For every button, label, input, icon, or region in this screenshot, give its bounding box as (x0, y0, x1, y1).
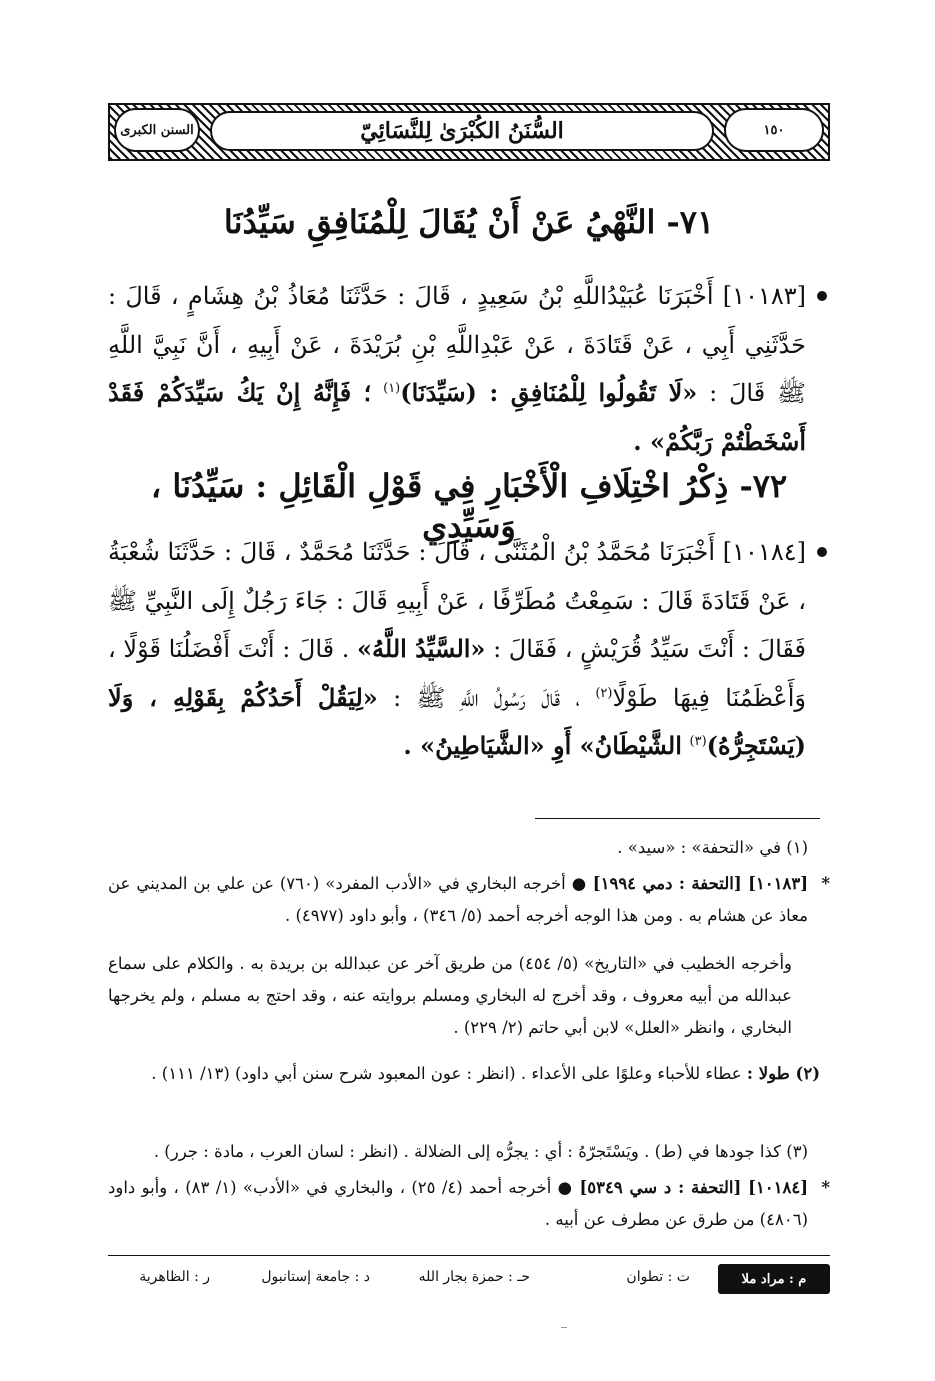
chapter-heading-72: ٧٢- ذِكْرُ اخْتِلَافِ الْأَخْبَارِ فِي قَوْلِ الْقَائِلِ : سَيِّدُنَا ، وَسَيِّدِي (150, 467, 788, 545)
chapter-heading-71: ٧١- النَّهْيُ عَنْ أَنْ يُقَالَ لِلْمُنَافِقِ سَيِّدُنَا (223, 203, 715, 241)
footer-divider (108, 1255, 830, 1256)
hadith-10184 (108, 528, 830, 771)
takhrij-ref: [١٠١٨٣] [التحفة : دمي ١٩٩٤] (592, 874, 809, 893)
takhrij-ref: [١٠١٨٤] [التحفة : د سي ٥٣٤٩] (579, 1178, 808, 1197)
hadith-quote: «لَا تَقُولُوا لِلْمُنَافِقِ : (سَيِّدَنَا) (400, 378, 698, 407)
scan-mark (561, 1327, 567, 1328)
hadith-number: [١٠١٨٣] (722, 282, 806, 310)
footer-sigla-item: د : جامعة إستانبول (261, 1269, 370, 1285)
footer-sigla-box: م : مراد ملا (718, 1264, 830, 1294)
star-marker: * (821, 874, 830, 893)
takhrij-10183 (108, 868, 830, 932)
footnote-divider (535, 818, 820, 819)
footer-sigla-item: حـ : حمزة بجار الله (418, 1269, 530, 1285)
hadith-quote-3: الشَّيْطَانُ» أَوِ «الشَّيَاطِينُ» . (403, 731, 682, 760)
star-marker: * (821, 1178, 830, 1197)
footnote-3: (٣) كذا جودها في (ط) . ويَسْتَجرّهُ : أي : يجرُّه إلى الضلالة . (انظر : لسان العرب ، مادة : جرر) . (153, 1142, 808, 1161)
book-title: السُّنَنُ الكُبْرَىٰ لِلنَّسَائِيّ (360, 118, 564, 144)
hadith-quote-2: «لِيَقُلْ أَحَدُكُمْ بِقَوْلِهِ ، وَلَا (يَسْتَجِرُّهُ) (108, 682, 806, 760)
takhrij-bullet: ● (571, 874, 587, 893)
takhrij-10183-continued: وأخرجه الخطيب في «التاريخ» (٥/ ٤٥٤) من طريق آخر عن عبدالله بن بريدة به . والكلام على سماع عبدالله من أبيه معروف ، وقد أخرج له البخاري ومسلم بروايته عنه ، وقد احتج به مسلم ، ولم يخرجها البخاري ، وانظر «العلل» لابن أبي حاتم (٢/ ٢٢٩) . (108, 954, 792, 1037)
footnote-2-label: (٢) طولا : (746, 1064, 820, 1083)
takhrij-bullet: ● (557, 1178, 574, 1197)
hadith-number: [١٠١٨٤] (722, 538, 806, 566)
hadith-isnad: أَخْبَرَنَا عُبَيْدُاللَّهِ بْنُ سَعِيدٍ ، قَالَ : حَدَّثَنَا مُعَاذُ بْنُ هِشَامٍ ، قَالَ : حَدَّثَنِي أَبِي ، عَنْ قَتَادَةَ ، عَنْ عَبْدِاللَّهِ بْنِ بُرَيْدَةَ ، عَنْ أَبِيهِ ، أَنَّ نَبِيَّ اللَّهِ ﷺ قَالَ : (108, 282, 806, 407)
footnote-1: (١) في «التحفة» : «سيد» . (617, 838, 808, 857)
footer-sigla-item: ت : تطوان (626, 1269, 690, 1285)
book-title-cartouche (210, 111, 714, 151)
footnote-marker-1: (١) (383, 381, 401, 396)
hadith-narration-continued: ، قَالَ رَسُولُ اللَّهِ ﷺ : (393, 683, 581, 712)
book-emblem (114, 108, 200, 152)
footer-sigla-item: ر : الظاهرية (139, 1269, 210, 1285)
emblem-text: السنن الكبرى (120, 122, 194, 138)
hadith-quote-continued: ؛ فَإِنَّهُ إِنْ يَكُ سَيِّدَكُمْ فَقَدْ أَسْخَطْتُمْ رَبَّكُمْ» . (108, 378, 806, 456)
page-number: ١٥٠ (763, 122, 785, 138)
manuscript-sigla-footer (108, 1264, 830, 1294)
footnote-marker-3: (٣) (689, 734, 707, 749)
running-header (108, 103, 830, 161)
hadith-quote: «السَّيِّدُ اللَّهُ» (357, 634, 486, 663)
takhrij-text: أخرجه أحمد (٤/ ٢٥) ، والبخاري في «الأدب» (١/ ٨٣) ، وأبو داود (٤٨٠٦) من طرق عن مطرف عن أبيه . (108, 1178, 808, 1229)
footnote-marker-2: (٢) (595, 685, 613, 701)
hadith-narration: . قَالَ : أَنْتَ أَفْضَلُنَا قَوْلًا ، وَأَعْظَمُنَا فِيهَا طَوْلًا (108, 635, 806, 712)
takhrij-10184 (108, 1172, 830, 1236)
takhrij-text: أخرجه البخاري في «الأدب المفرد» (٧٦٠) عن علي بن المديني عن معاذ عن هشام به . ومن هذا الوجه أخرجه أحمد (٥/ ٣٤٦) ، وأبو داود (٤٩٧٧) . (108, 874, 808, 925)
hadith-10183 (108, 272, 830, 466)
hadith-isnad: أَخْبَرَنَا مُحَمَّدُ بْنُ الْمُثَنَّى ، قَالَ : حَدَّثَنَا مُحَمَّدٌ ، قَالَ : حَدَّثَنَا شُعْبَةُ ، عَنْ قَتَادَةَ قَالَ : سَمِعْتُ مُطَرِّفًا ، عَنْ أَبِيهِ قَالَ : جَاءَ رَجُلٌ إِلَى النَّبِيِّ ﷺ فَقَالَ : أَنْتَ سَيِّدُ قُرَيْشٍ ، فَقَالَ : (108, 538, 806, 663)
page-number-cartouche (724, 108, 824, 152)
footnote-2-text: عطاء للأحباء وعلوًا على الأعداء . (انظر : عون المعبود شرح سنن أبي داود) (١٣/ ١١١) . (151, 1064, 742, 1083)
footnote-2 (108, 1058, 830, 1090)
